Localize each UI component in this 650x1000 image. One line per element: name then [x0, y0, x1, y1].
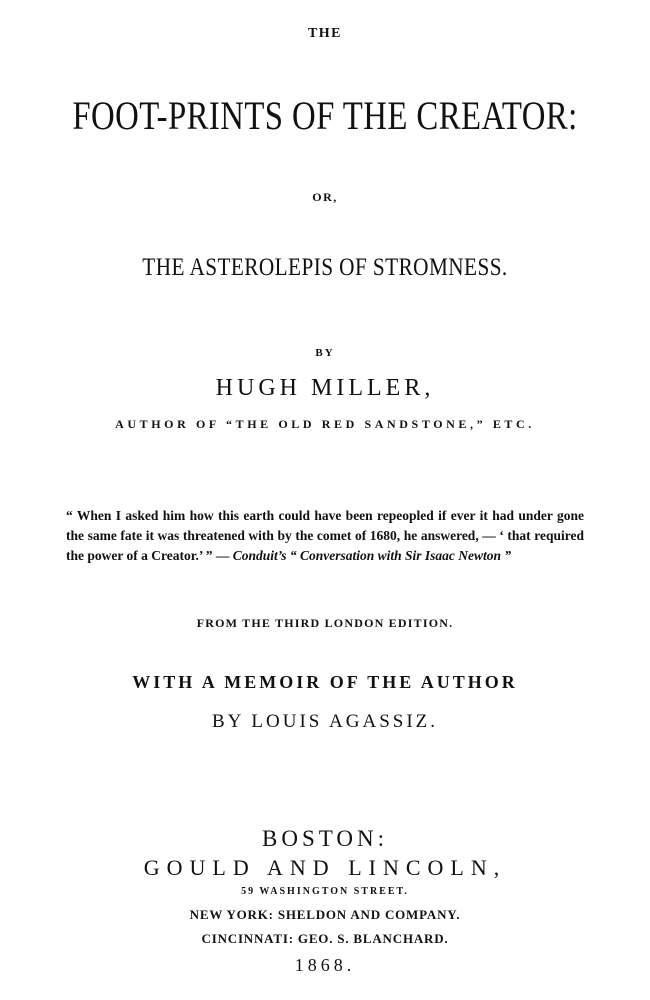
main-title: FOOT-PRINTS OF THE CREATOR: [72, 93, 578, 138]
author-credentials: AUTHOR OF “THE OLD RED SANDSTONE,” ETC. [115, 417, 535, 431]
epigraph [66, 506, 584, 566]
imprint-new-york: NEW YORK: SHELDON AND COMPANY. [189, 907, 461, 922]
author-name: HUGH MILLER, [215, 375, 435, 401]
epigraph-citation: Conduit’s “ Conversation with Sir Isaac Newton ” [232, 548, 512, 563]
title-connector: OR, [312, 190, 338, 204]
imprint-city: BOSTON: [262, 826, 388, 851]
epigraph-text: “ When I asked him how this earth could have been repeopled if ever it had under gone the same fate it was threatened with by the comet of 1680, he answered, — ‘ that required the power of a Creator.’ ” — [66, 508, 584, 563]
imprint-publisher: GOULD AND LINCOLN, [143, 855, 507, 880]
memoir-author: BY LOUIS AGASSIZ. [211, 711, 439, 732]
imprint-year: 1868. [294, 955, 356, 975]
edition-note: FROM THE THIRD LONDON EDITION. [196, 616, 454, 630]
byline-label: BY [315, 347, 335, 359]
title-article: THE [307, 26, 343, 41]
memoir-line: WITH A MEMOIR OF THE AUTHOR [132, 672, 518, 692]
imprint-address: 59 WASHINGTON STREET. [241, 886, 409, 897]
subtitle: THE ASTEROLEPIS OF STROMNESS. [142, 254, 508, 281]
imprint-cincinnati: CINCINNATI: GEO. S. BLANCHARD. [201, 931, 449, 946]
